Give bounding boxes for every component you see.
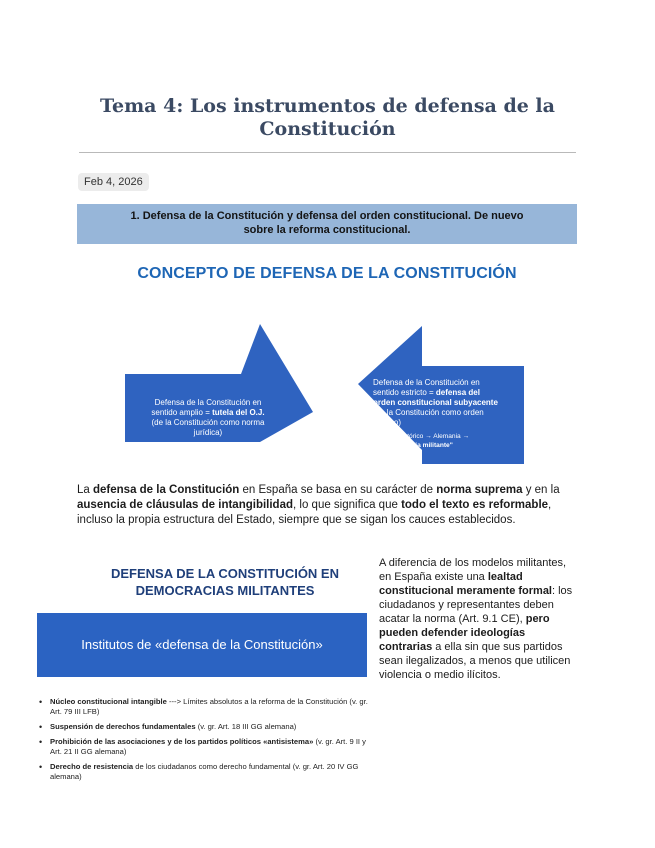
- bullet-rest: (v. gr. Art. 18 III GG alemana): [195, 722, 297, 731]
- section-banner: [77, 204, 577, 244]
- main-paragraph: [77, 483, 582, 528]
- left-line-2b: tutela del O.J.: [212, 408, 265, 417]
- bullet-rest: ---> Límites absolutos a la reforma de la Constitución (v. gr. Art. 79 III LFB): [50, 697, 368, 716]
- para-bold-2: norma suprema: [436, 484, 523, 496]
- para-text-1: La: [77, 484, 93, 496]
- side-paragraph: [379, 556, 579, 682]
- side-text-1: A diferencia de los modelos militantes, en España existe una: [379, 557, 567, 583]
- right-line-2b: defensa del: [435, 388, 480, 397]
- para-text-3: y en la: [522, 484, 560, 496]
- right-bullet-1: • Origen histórico → Alemania →: [373, 433, 470, 440]
- right-concept-text: [373, 378, 523, 450]
- institutes-bar: Institutos de «defensa de la Constitución»: [37, 613, 367, 677]
- right-line-4: (de la Constitución como orden: [373, 408, 484, 417]
- bullet-dot: •: [39, 762, 43, 772]
- para-text-4: , lo que significa que: [293, 499, 402, 511]
- date-badge: Feb 4, 2026: [78, 173, 149, 191]
- militant-title-line-2: DEMOCRACIAS MILITANTES: [135, 583, 315, 598]
- para-bold-1: defensa de la Constitución: [93, 484, 240, 496]
- side-text-3: a ella sin que sus partidos sean ilegalizados, a menos que utilicen violencia o medio ilícitos.: [379, 641, 571, 681]
- banner-line-1: 1. Defensa de la Constitución y defensa del orden constitucional. De nuevo: [130, 210, 524, 222]
- left-line-1: Defensa de la Constitución en: [154, 398, 262, 407]
- militant-democracy-figure: [35, 555, 368, 790]
- bullet-bold: Prohibición de las asociaciones y de los partidos políticos «antisistema»: [50, 737, 314, 746]
- para-text-2: en España se basa en su carácter de: [239, 484, 437, 496]
- left-line-2a: sentido amplio =: [151, 408, 213, 417]
- left-line-2: [133, 408, 283, 418]
- right-bullet-2: "democracia militante": [381, 442, 453, 449]
- title-line-2: Constitución: [259, 118, 396, 140]
- left-line-3: (de la Constitución como norma: [151, 418, 265, 427]
- left-concept-text: [133, 398, 283, 438]
- bullet-dot: •: [39, 722, 43, 732]
- bullet-rest: de los ciudadanos como derecho fundamental (v. gr. Art. 20 IV GG alemana): [50, 762, 359, 781]
- left-line-4: jurídica): [193, 428, 223, 437]
- title-divider: [79, 152, 576, 153]
- bullet-bold: Derecho de resistencia: [50, 762, 134, 771]
- page-title: [90, 95, 565, 141]
- side-text-2: : los ciudadanos y representantes deben acatar la norma (Art. 9.1 CE),: [379, 585, 573, 625]
- side-bold-1: lealtad constitucional meramente formal: [379, 571, 552, 597]
- right-line-1: Defensa de la Constitución en: [373, 378, 480, 387]
- para-bold-4: todo el texto es reformable: [401, 499, 549, 511]
- bullet-dot: •: [39, 737, 43, 747]
- bullet-dot: •: [39, 697, 43, 707]
- para-text-5: , incluso la propia estructura del Estado, siempre que se sigan los cauces establecidos.: [77, 499, 552, 526]
- bullet-rest: (v. gr. Art. 9 II y Art. 21 II GG alemana): [50, 737, 366, 756]
- banner-line-2: sobre la reforma constitucional.: [243, 224, 411, 236]
- right-line-2: [373, 388, 523, 398]
- bullet-bold: Núcleo constitucional intangible: [50, 697, 167, 706]
- side-bold-2: pero pueden defender ideologías contrarias: [379, 613, 550, 653]
- bullet-bold: Suspensión de derechos fundamentales: [50, 722, 196, 731]
- para-bold-3: ausencia de cláusulas de intangibilidad: [77, 499, 294, 511]
- concept-title: CONCEPTO DE DEFENSA DE LA CONSTITUCIÓN: [137, 265, 517, 282]
- concept-diagram: [125, 322, 527, 464]
- title-line-1: Tema 4: Los instrumentos de defensa de la: [100, 95, 555, 117]
- right-line-2a: sentido estricto =: [373, 388, 436, 397]
- right-line-3: orden constitucional subyacente: [373, 398, 498, 407]
- militant-title-line-1: DEFENSA DE LA CONSTITUCIÓN EN: [111, 566, 339, 581]
- militant-title: [75, 565, 375, 599]
- right-line-5: político): [373, 418, 402, 427]
